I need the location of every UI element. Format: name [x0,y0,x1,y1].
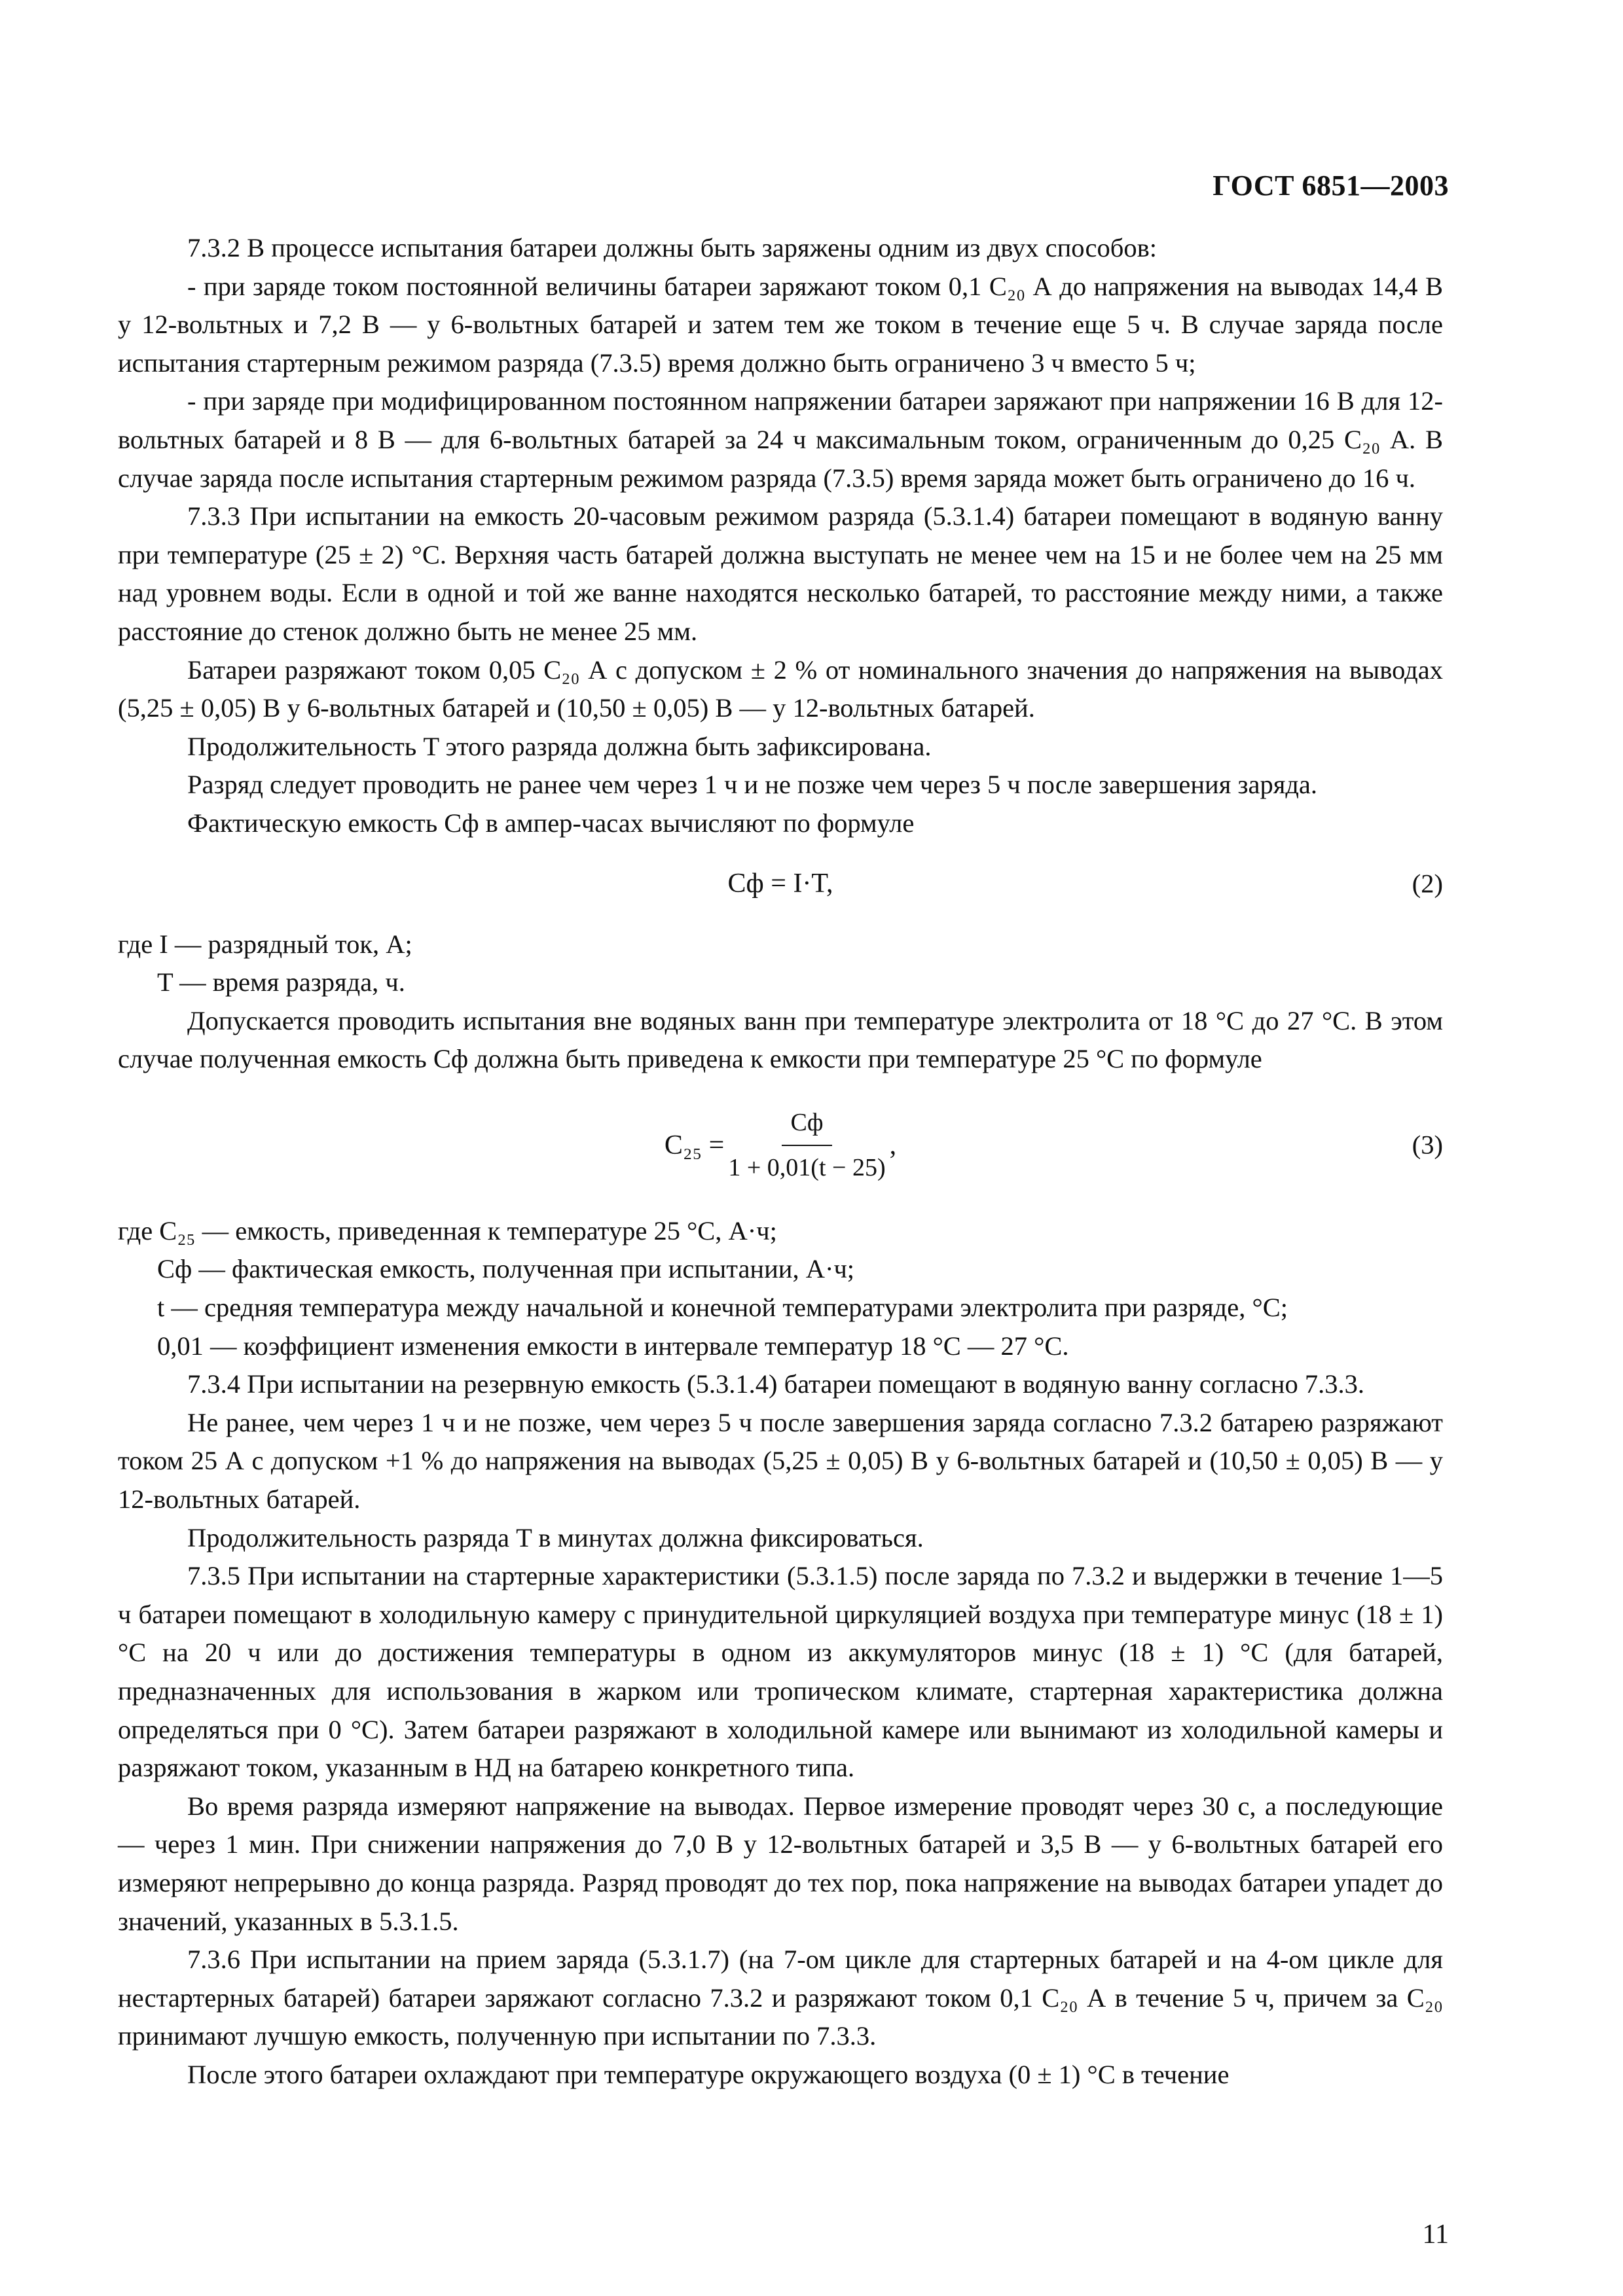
formula-3-lhs: C₂₅ = [664,1130,725,1160]
paragraph-7-3-2: 7.3.2 В процессе испытания батареи должны быть заряжены одним из двух способов: [187,233,1158,262]
formula-2-number: (2) [1412,869,1443,899]
paragraph-7-3-6: 7.3.6 При испытании на прием заряда (5.3.1.7) (на 7-ом цикле для стартерных батарей и на 4-ом цикле для нестартерных батарей) батареи заряжают согласно 7.3.2 и разряжают током 0,1 C₂₀ А в течение 5 ч, причем за C₂₀ принимают лучшую емкость, полученную при испытании по 7.3.3. [118,1945,1443,2051]
list-item-constant-current: - при заряде током постоянной величины батареи заряжают током 0,1 C₂₀ А до напряжения на выводах 14,4 В у 12-вольтных и 7,2 В — у 6-вольтных батарей и затем тем же током в течение еще 5 ч. В случае заряда после испытания стартерным режимом разряда (7.3.5) время должно быть ограничено 3 ч вместо 5 ч; [118,271,1443,378]
formula-3-denominator: 1 + 0,01(t − 25) [728,1153,886,1181]
paragraph-7-3-5: 7.3.5 При испытании на стартерные характеристики (5.3.1.5) после заряда по 7.3.2 и выдержки в течение 1—5 ч батареи помещают в холодильную камеру с принудительной циркуляцией воздуха при температуре минус (18 ± 1) °С на 20 ч или до достижения температуры в одном из аккумуляторов минус (18 ± 1) °С (для батарей, предназначенных для использования в жарком или тропическом климате, стартерная характеристика должна определяться при 0 °С). Затем батареи разряжают в холодильной камере или вынимают из холодильной камеры и разряжают током, указанным в НД на батарею конкретного типа. [118,1561,1443,1783]
paragraph-cooling: После этого батареи охлаждают при температуре окружающего воздуха (0 ± 1) °С в течение [187,2059,1230,2089]
formula-3 [118,1081,1443,1210]
paragraph-discharge-timing: Разряд следует проводить не ранее чем через 1 ч и не позже чем через 5 ч после завершения заряда. [187,770,1318,800]
where-c25: где C₂₅ — емкость, приведенная к температуре 25 °С, А·ч; [118,1215,777,1246]
page-number: 11 [1422,2219,1449,2250]
where-current: где I — разрядный ток, А; [118,929,412,959]
where-time: T — время разряда, ч. [157,967,405,997]
paragraph-7-3-3: 7.3.3 При испытании на емкость 20-часовым режимом разряда (5.3.1.4) батареи помещают в водяную ванну при температуре (25 ± 2) °С. Верхняя часть батарей должна выступать не менее чем на 15 и не более чем на 25 мм над уровнем воды. Если в одной и той же ванне находятся несколько батарей, то расстояние между ними, а также расстояние до стенок должно быть не менее 25 мм. [118,501,1443,646]
paragraph-reserve-discharge: Не ранее, чем через 1 ч и не позже, чем через 5 ч после завершения заряда согласно 7.3.2 батарею разряжают током 25 А с допуском +1 % до напряжения на выводах (5,25 ± 0,05) В у 6-вольтных батарей и (10,50 ± 0,05) В — у 12-вольтных батарей. [118,1407,1443,1515]
list-item-modified-voltage: - при заряде при модифицированном постоянном напряжении батареи заряжают при напряжении 16 В для 12-вольтных батарей и 8 В — для 6-вольтных батарей за 24 ч максимальным током, ограниченным до 0,25 C₂₀ А. В случае заряда после испытания стартерным режимом разряда (7.3.5) время заряда может быть ограничено до 16 ч. [118,386,1443,493]
paragraph-no-water-bath: Допускается проводить испытания вне водяных ванн при температуре электролита от 18 °С до 27 °С. В этом случае полученная емкость Cф должна быть приведена к емкости при температуре 25 °С по формуле [118,1005,1443,1074]
formula-2-expression: Cф = I·T, [727,869,833,899]
paragraph-duration: Продолжительность T этого разряда должна быть зафиксирована. [187,731,932,761]
paragraph-voltage-measurement: Во время разряда измеряют напряжение на выводах. Первое измерение проводят через 30 с, а последующие — через 1 мин. При снижении напряжения до 7,0 В у 12-вольтных батарей и 3,5 В — у 6-вольтных батарей его измеряют непрерывно до конца разряда. Разряд проводят до тех пор, пока напряжение на выводах батареи упадет до значений, указанных в 5.3.1.5. [118,1791,1443,1936]
where-t: t — средняя температура между начальной и конечной температурами электролита при разряде, °С; [157,1293,1288,1323]
formula-2 [118,846,1443,923]
formula-3-fraction [728,1103,885,1187]
paragraph-7-3-4: 7.3.4 При испытании на резервную емкость (5.3.1.4) батареи помещают в водяную ванну согласно 7.3.3. [187,1369,1364,1399]
where-cf: Cф — фактическая емкость, полученная при испытании, А·ч; [157,1254,855,1284]
paragraph-reserve-duration: Продолжительность разряда T в минутах должна фиксироваться. [187,1522,924,1552]
formula-3-expression [118,1081,1443,1210]
paragraph-actual-capacity: Фактическую емкость Cф в ампер-часах вычисляют по формуле [187,808,915,838]
formula-3-number: (3) [1412,1130,1443,1160]
paragraph-discharge: Батареи разряжают током 0,05 C₂₀ А с допуском ± 2 % от номинального значения до напряжения на выводах (5,25 ± 0,05) В у 6-вольтных батарей и (10,50 ± 0,05) В — у 12-вольтных батарей. [118,655,1443,723]
where-coefficient: 0,01 — коэффициент изменения емкости в интервале температур 18 °С — 27 °С. [157,1331,1069,1361]
formula-3-numerator: Cф [782,1103,833,1146]
document-header: ГОСТ 6851—2003 [1213,170,1449,202]
document-body [118,229,1443,2094]
formula-3-tail: , [889,1130,897,1160]
